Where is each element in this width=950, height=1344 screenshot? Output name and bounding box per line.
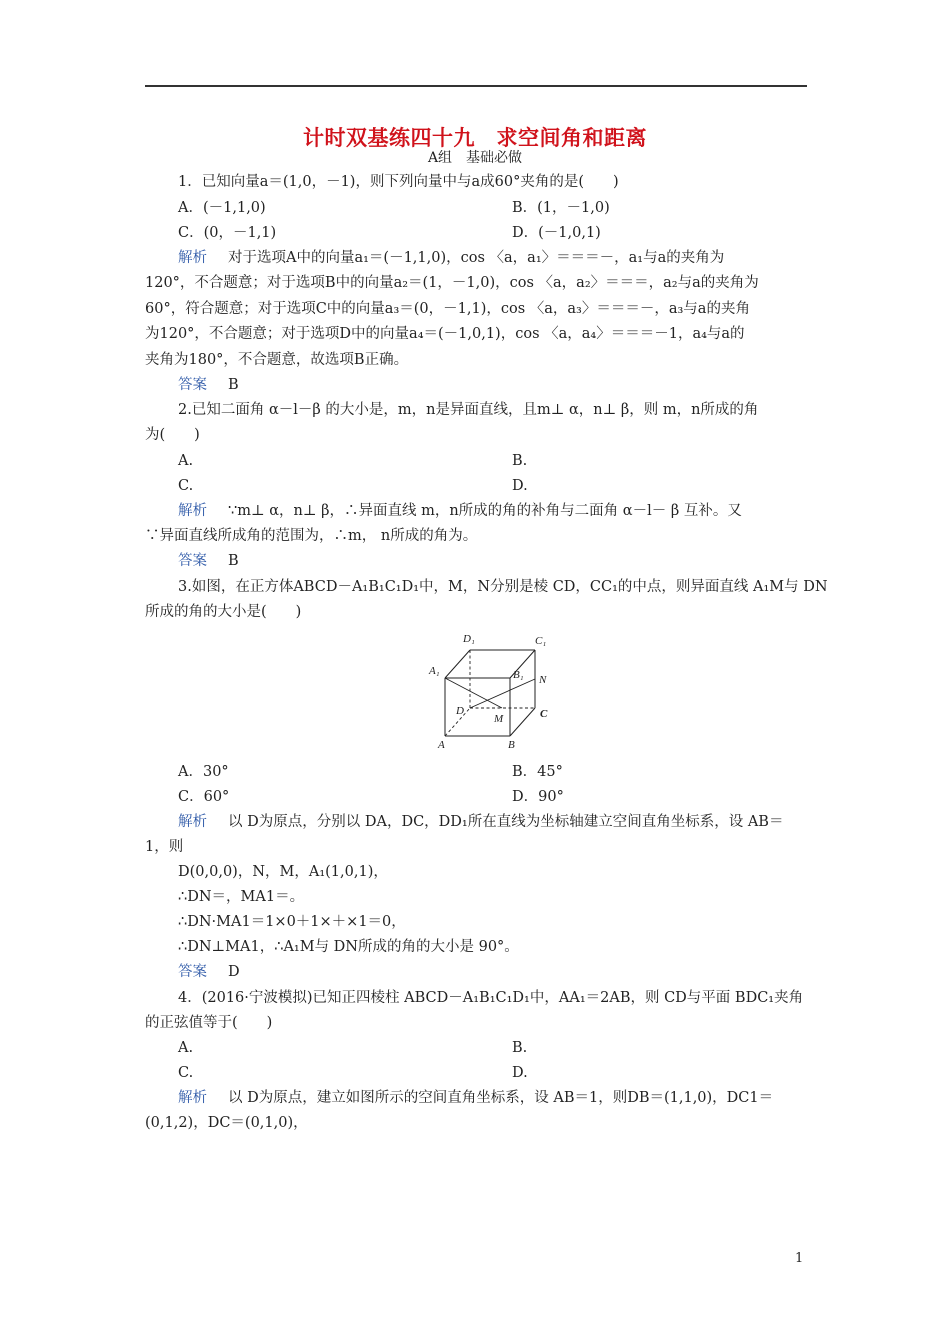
q4-option-b: B. xyxy=(512,1040,528,1056)
label-a: A xyxy=(438,739,445,751)
label-n: N xyxy=(539,674,547,686)
q2-stem: 2.已知二面角 α－l－β 的大小是，m，n是异面直线，且m⊥ α，n⊥ β，则 m，n所成的角 xyxy=(178,402,759,418)
q2-option-b: B. xyxy=(512,453,528,469)
header-rule xyxy=(145,85,807,87)
q4-option-c: C. xyxy=(178,1065,194,1081)
q1-analysis-line: 120°，不合题意；对于选项B中的向量a₂＝(1，－1,0)，cos 〈a，a₂〉＝＝＝，a₂与a的夹角为 xyxy=(145,275,759,291)
q3-option-b: B．45° xyxy=(512,764,563,780)
q4-analysis-label: 解析 xyxy=(178,1090,207,1106)
label-c1: C₁ xyxy=(535,635,547,647)
label-a1: A₁ xyxy=(429,665,440,677)
q1-analysis-line: 夹角为180°，不合题意，故选项B正确。 xyxy=(145,352,409,368)
q4-analysis-line: 以 D为原点，建立如图所示的空间直角坐标系，设 AB＝1，则DB＝(1,1,0)，DC1＝ xyxy=(228,1090,774,1106)
q1-option-d: D．(－1,0,1) xyxy=(512,225,601,241)
q3-analysis-line: 1，则 xyxy=(145,839,184,855)
q1-answer-label: 答案 xyxy=(178,377,207,393)
q1-analysis-label: 解析 xyxy=(178,250,207,266)
label-d1: D₁ xyxy=(463,633,475,645)
q3-analysis-line: ∴DN＝，MA1＝。 xyxy=(178,889,305,905)
q3-stem: 3.如图，在正方体ABCD－A₁B₁C₁D₁中，M，N分别是棱 CD，CC₁的中点，则异面直线 A₁M与 DN xyxy=(178,579,828,595)
q3-option-a: A．30° xyxy=(178,764,229,780)
q4-analysis-line: (0,1,2)，DC＝(0,1,0)， xyxy=(145,1115,308,1131)
q3-analysis-line: ∴DN·MA1＝1×0＋1×＋×1＝0， xyxy=(178,914,406,930)
q1-analysis-line: 为120°，不合题意；对于选项D中的向量a₄＝(－1,0,1)，cos 〈a，a₄〉＝＝＝－1，a₄与a的 xyxy=(145,326,745,342)
q3-analysis-line: 以 D为原点，分别以 DA，DC，DD₁所在直线为坐标轴建立空间直角坐标系，设 AB＝ xyxy=(228,814,784,830)
label-d: D xyxy=(456,705,464,717)
q3-answer: D xyxy=(228,964,240,980)
q2-option-d: D. xyxy=(512,478,528,494)
q1-answer: B xyxy=(228,377,239,393)
q3-option-d: D．90° xyxy=(512,789,564,805)
segment-dn xyxy=(470,679,535,708)
q3-option-c: C．60° xyxy=(178,789,230,805)
q1-stem: 1．已知向量a＝(1,0，－1)，则下列向量中与a成60°夹角的是( ) xyxy=(178,174,619,190)
cube-diagram xyxy=(425,628,565,758)
q2-answer-label: 答案 xyxy=(178,553,207,569)
label-b: B xyxy=(508,739,515,751)
q3-analysis-line: ∴DN⊥MA1，∴A₁M与 DN所成的角的大小是 90°。 xyxy=(178,939,519,955)
q2-option-c: C. xyxy=(178,478,194,494)
q3-analysis-line: D(0,0,0)，N，M，A₁(1,0,1)， xyxy=(178,864,388,880)
q1-analysis-line: 60°，符合题意；对于选项C中的向量a₃＝(0，－1,1)，cos 〈a，a₃〉＝＝＝－，a₃与a的夹角 xyxy=(145,301,750,317)
q2-analysis-line: ∵m⊥ α，n⊥ β，∴异面直线 m，n所成的角的补角与二面角 α－l－ β 互补。又 xyxy=(228,503,742,519)
q1-analysis-line: 对于选项A中的向量a₁＝(－1,1,0)，cos 〈a，a₁〉＝＝＝－，a₁与a的夹角为 xyxy=(228,250,725,266)
page-title: 计时双基练四十九 求空间角和距离 xyxy=(303,125,647,150)
q3-answer-label: 答案 xyxy=(178,964,207,980)
label-m: M xyxy=(494,713,504,725)
q2-analysis-line: ∵异面直线所成角的范围为，∴m， n所成的角为。 xyxy=(145,528,478,544)
q4-option-a: A. xyxy=(178,1040,194,1056)
q4-stem-cont: 的正弦值等于( ) xyxy=(145,1015,273,1031)
q4-stem: 4．(2016·宁波模拟)已知正四棱柱 ABCD－A₁B₁C₁D₁中，AA₁＝2AB，则 CD与平面 BDC₁夹角 xyxy=(178,990,804,1006)
q2-stem-cont: 为( ) xyxy=(145,427,200,443)
edge-a1d1 xyxy=(445,650,470,678)
q3-stem-cont: 所成的角的大小是( ) xyxy=(145,604,302,620)
q2-option-a: A. xyxy=(178,453,194,469)
q1-option-b: B．(1，－1,0) xyxy=(512,200,610,216)
section-subtitle: A组 基础必做 xyxy=(427,150,523,166)
q2-answer: B xyxy=(228,553,239,569)
segment-a1m xyxy=(445,678,502,708)
q3-analysis-label: 解析 xyxy=(178,814,207,830)
edge-bc xyxy=(510,708,535,736)
q1-option-a: A．(－1,1,0) xyxy=(178,200,266,216)
q1-option-c: C．(0，－1,1) xyxy=(178,225,277,241)
label-b1: B₁ xyxy=(513,669,524,681)
q2-analysis-label: 解析 xyxy=(178,503,207,519)
label-c: C xyxy=(540,708,548,720)
q4-option-d: D. xyxy=(512,1065,528,1081)
page-number: 1 xyxy=(795,1251,804,1266)
